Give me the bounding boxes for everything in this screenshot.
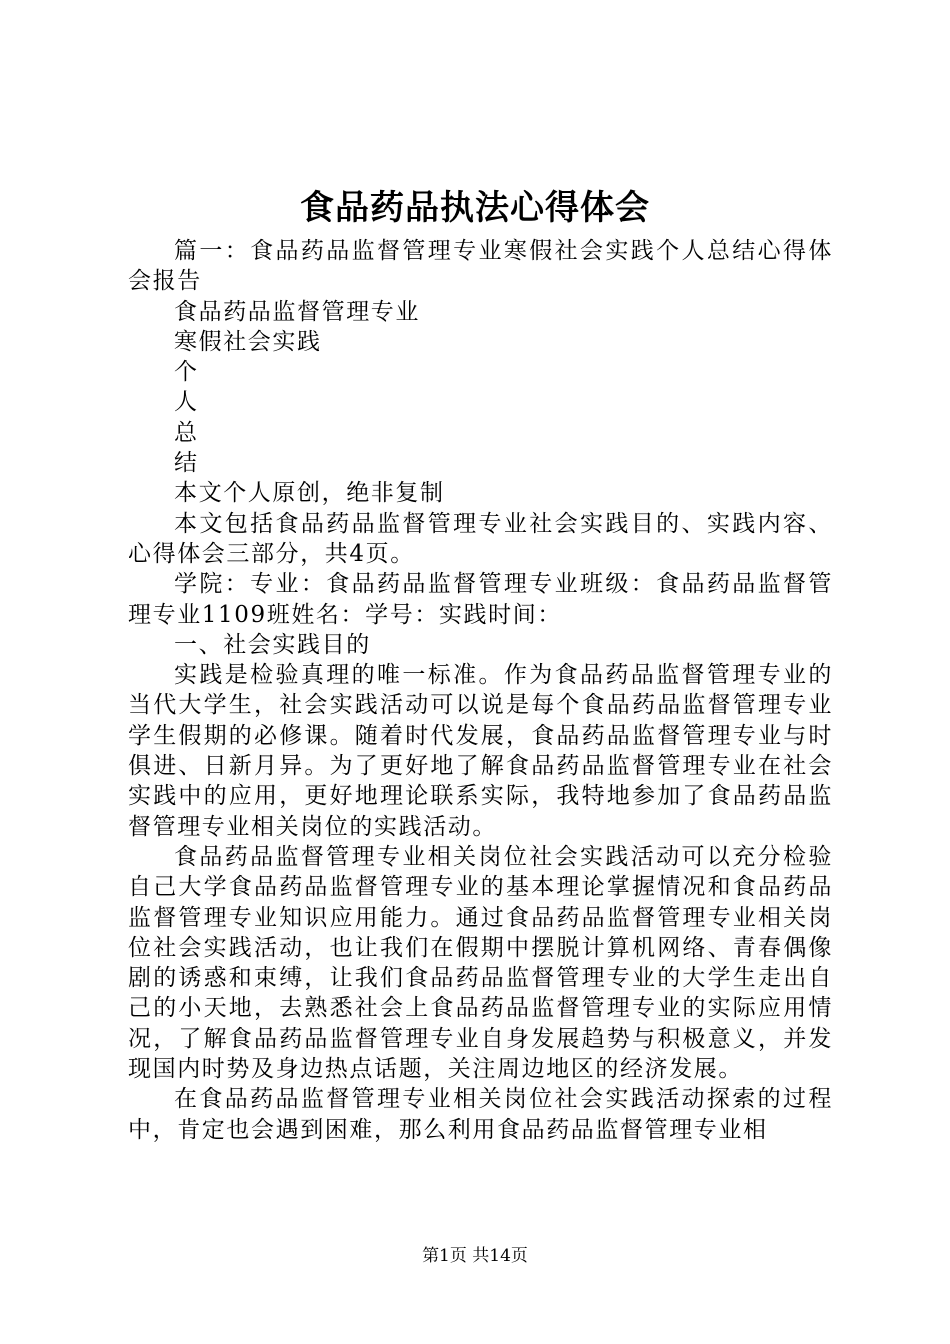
paragraph-char-1: 个 (174, 359, 199, 386)
paragraph-char-2: 人 (174, 389, 199, 416)
paragraph-contents-note: 本文包括食品药品监督管理专业社会实践目的、实践内容、心得体会三部分，共4页。 (128, 510, 833, 567)
paragraph-student-info: 学院：专业：食品药品监督管理专业班级：食品药品监督管理专业1109班姓名：学号：实践时间： (128, 571, 833, 628)
paragraph-original-note: 本文个人原创，绝非复制 (174, 480, 445, 507)
paragraph-purpose-heading: 一、社会实践目的 (174, 631, 371, 658)
paragraph-body-3: 在食品药品监督管理专业相关岗位社会实践活动探索的过程中，肯定也会遇到困难，那么利用食品药品监督管理专业相 (128, 1086, 833, 1143)
document-body (128, 236, 833, 1145)
paragraph-char-4: 结 (174, 450, 199, 477)
paragraph-section-heading: 篇一：食品药品监督管理专业寒假社会实践个人总结心得体会报告 (128, 238, 833, 295)
paragraph-body-2: 食品药品监督管理专业相关岗位社会实践活动可以充分检验自己大学食品药品监督管理专业的基本理论掌握情况和食品药品监督管理专业知识应用能力。通过食品药品监督管理专业相关岗位社会实践活动，也让我们在假期中摆脱计算机网络、青春偶像剧的诱惑和束缚，让我们食品药品监督管理专业的大学生走出自己的小天地，去熟悉社会上食品药品监督管理专业的实际应用情况，了解食品药品监督管理专业自身发展趋势与积极意义，并发现国内时势及身边热点话题，关注周边地区的经济发展。 (128, 843, 833, 1083)
paragraph-major: 食品药品监督管理专业 (174, 298, 420, 325)
paragraph-practice: 寒假社会实践 (174, 328, 322, 355)
page-footer: 第1页 共14页 (422, 1246, 528, 1266)
paragraph-body-1: 实践是检验真理的唯一标准。作为食品药品监督管理专业的当代大学生，社会实践活动可以说是每个食品药品监督管理专业学生假期的必修课。随着时代发展，食品药品监督管理专业与时俱进、日新月异。为了更好地了解食品药品监督管理专业在社会实践中的应用，更好地理论联系实际，我特地参加了食品药品监督管理专业相关岗位的实践活动。 (128, 662, 833, 840)
document-title: 食品药品执法心得体会 (300, 188, 650, 228)
paragraph-char-3: 总 (174, 419, 199, 446)
